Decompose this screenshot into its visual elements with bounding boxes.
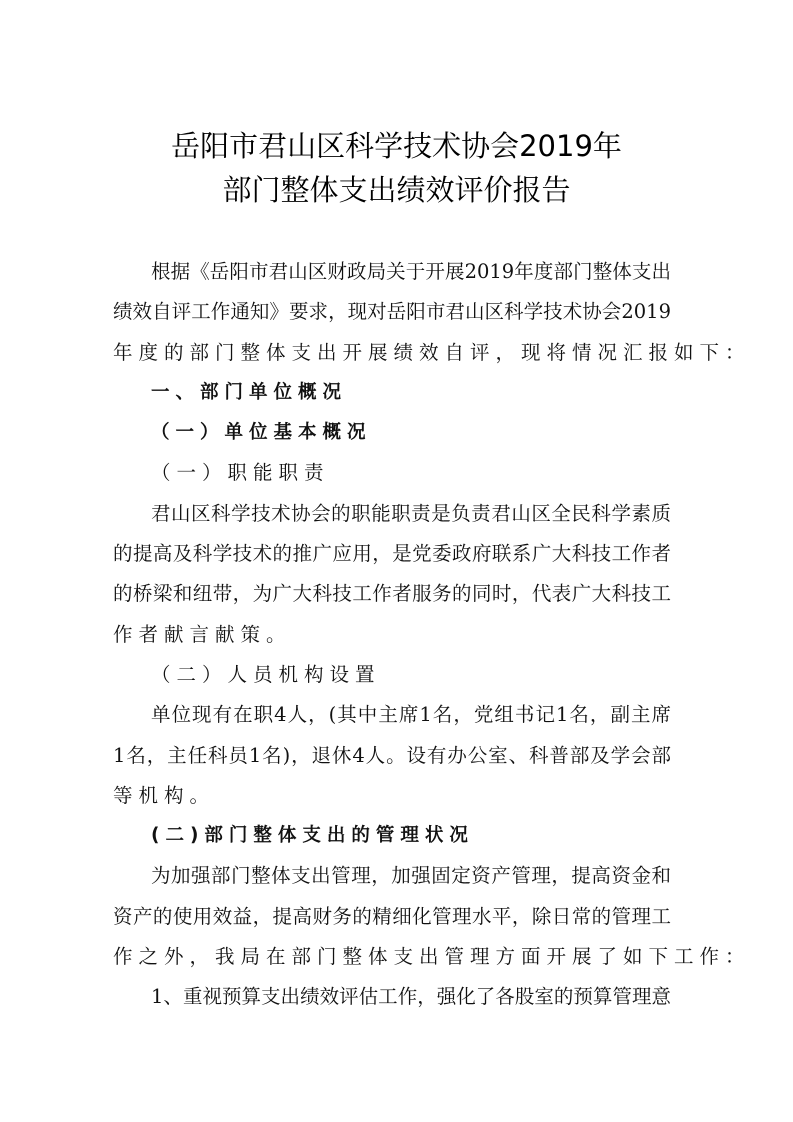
text-line: 的桥梁和纽带，为广大科技工作者服务的同时，代表广大科技工: [113, 582, 671, 606]
text-line: 作之外，我局在部门整体支出管理方面开展了如下工作：: [113, 945, 751, 969]
text-line: （一）职能职责: [151, 461, 330, 485]
text-line: 的提高及科学技术的推广应用，是党委政府联系广大科技工作者: [113, 542, 671, 566]
text-line: 作者献言献策。: [113, 622, 292, 646]
text-line: 君山区科学技术协会的职能职责是负责君山区全民科学素质: [151, 501, 671, 525]
text-line: 资产的使用效益，提高财务的精细化管理水平，除日常的管理工: [113, 904, 671, 928]
document-title-line-2: 部门整体支出绩效评价报告: [222, 173, 571, 207]
text-line: 绩效自评工作通知》要求，现对岳阳市君山区科学技术协会2019: [113, 300, 671, 324]
text-line: 单位现有在职4人，(其中主席1名，党组书记1名，副主席: [151, 703, 671, 727]
document-title-line-1: 岳阳市君山区科学技术协会2019年: [171, 129, 622, 163]
text-line: 为加强部门整体支出管理，加强固定资产管理，提高资金和: [151, 864, 671, 888]
document-body: [113, 256, 751, 1022]
text-line: 等机构。: [113, 783, 216, 807]
section-heading: (二)部门整体支出的管理状况: [151, 825, 474, 847]
text-line: 年度的部门整体支出开展绩效自评，现将情况汇报如下：: [113, 340, 751, 364]
text-line: （二）人员机构设置: [151, 662, 381, 686]
text-line: 1、重视预算支出绩效评估工作，强化了各股室的预算管理意: [151, 985, 671, 1009]
section-heading: 一、部门单位概况: [151, 381, 348, 403]
section-heading: （一）单位基本概况: [151, 422, 372, 444]
text-line: 根据《岳阳市君山区财政局关于开展2019年度部门整体支出: [151, 260, 671, 283]
text-line: 1名，主任科员1名)，退休4人。设有办公室、科普部及学会部: [113, 743, 671, 767]
